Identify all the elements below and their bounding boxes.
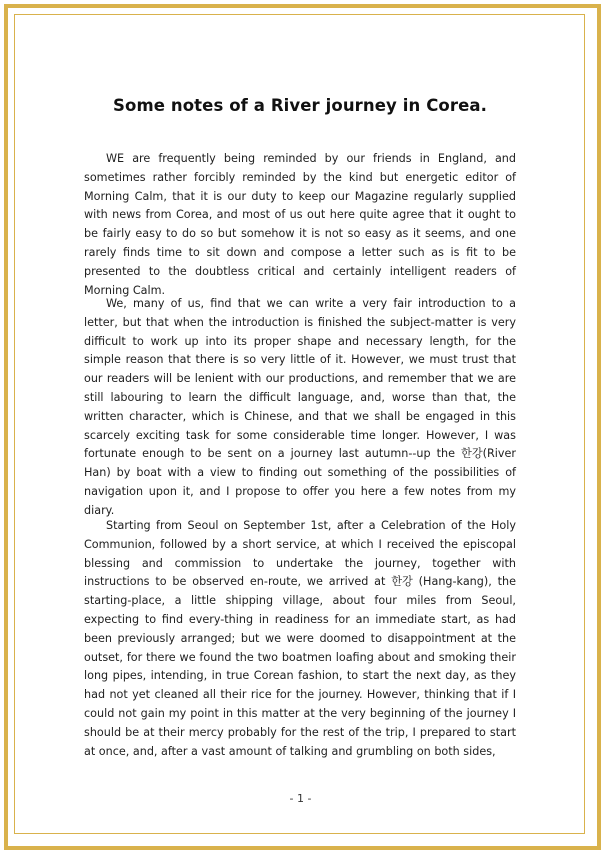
- paragraph-1: WE are frequently being reminded by our friends in England, and sometimes rather forcibly reminded by the kind but energetic editor of Morning Calm, that it is our duty to keep our Magazine regularly supplied with news from Corea, and most of us out here quite agree that it ought to be fairly easy to do so but somehow it is not so easy as it seems, and one rarely finds time to sit down and compose a letter such as is fit to be presented to the doubtless critical and certainly intelligent readers of Morning Calm.: [84, 152, 516, 297]
- paragraph-3: Starting from Seoul on September 1st, after a Celebration of the Holy Communion, followed by a short service, at which I received the episcopal blessing and commission to undertake the journey, together with instructions to be observed en-route, we arrived at 한강 (Hang-kang), the starting-place, a little shipping village, about four miles from Seoul, expecting to find every-thing in readiness for an immediate start, as had been previously arranged; but we were doomed to disappointment at the outset, for there we found the two boatmen loafing about and smoking their long pipes, intending, in true Corean fashion, to start the next day, as they had not yet cleaned all their rice for the journey. However, thinking that if I could not gain my point in this matter at the very beginning of the journey I should be at their mercy probably for the rest of the trip, I prepared to start at once, and, after a vast amount of talking and grumbling on both sides,: [84, 519, 516, 758]
- paragraph-2: We, many of us, find that we can write a very fair introduction to a letter, but that when the introduction is finished the subject-matter is very difficult to work up into its proper shape and necessary length, for the simple reason that there is so very little of it. However, we must trust that our readers will be lenient with our productions, and remember that we are still labouring to learn the difficult language, and, worse than that, the written character, which is Chinese, and that we shall be engaged in this scarcely exciting task for some considerable time longer. However, I was fortunate enough to be sent on a journey last autumn--up the 한강(River Han) by boat with a view to finding out something of the possibilities of navigation upon it, and I propose to offer you here a few notes from my diary.: [84, 297, 516, 517]
- document-title: Some notes of a River journey in Corea.: [113, 96, 487, 115]
- page-number: - 1 -: [289, 792, 312, 805]
